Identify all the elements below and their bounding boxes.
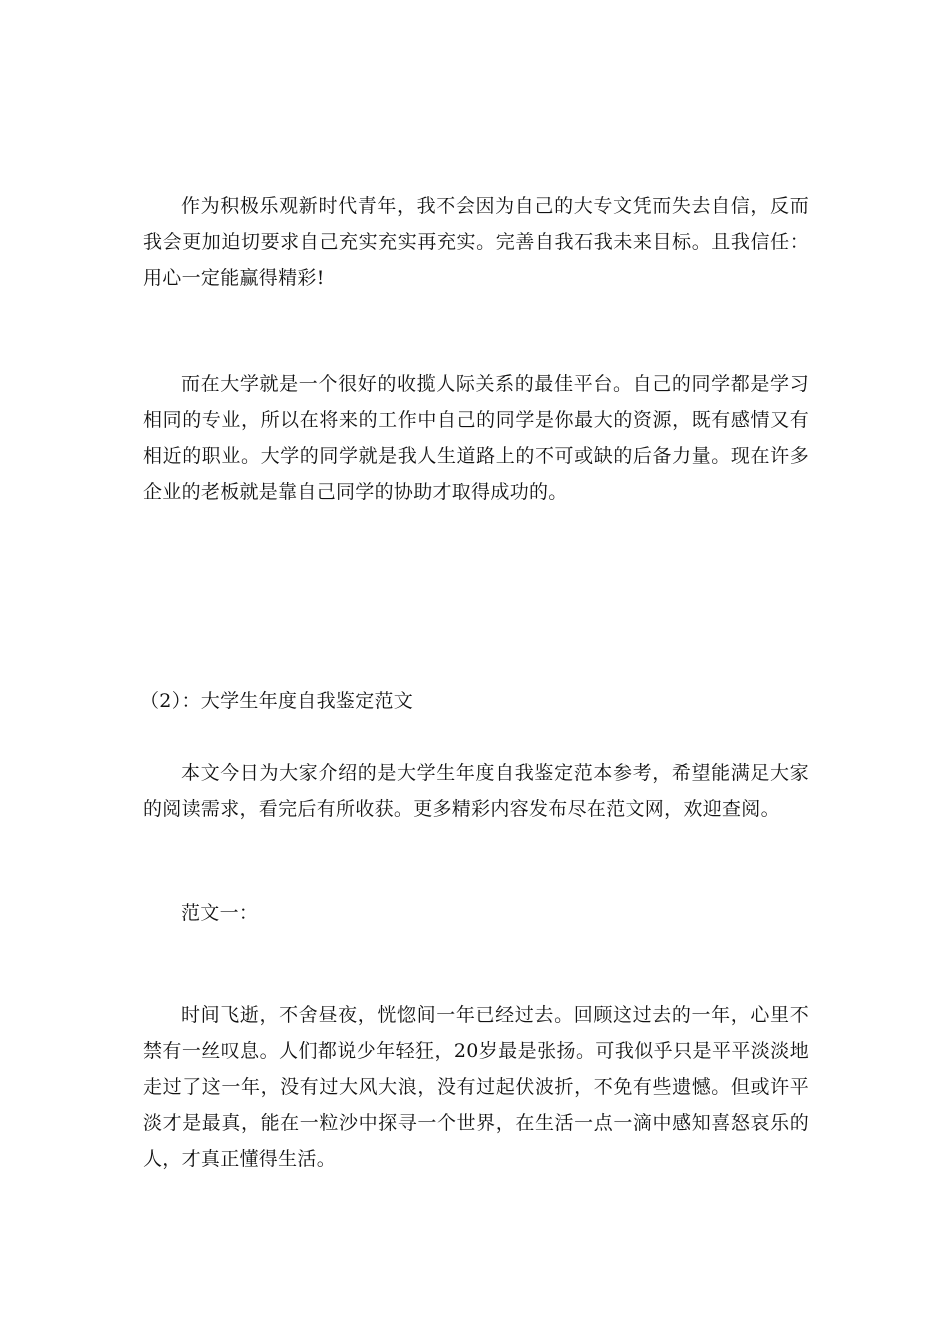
sample-label: 范文一： bbox=[181, 902, 259, 924]
paragraph-classmates: 而在大学就是一个很好的收揽人际关系的最佳平台。自己的同学都是学习相同的专业，所以在将来的工作中自己的同学是你最大的资源，既有感情又有相近的职业。大学的同学就是我人生道路上的不可或缺的后备力量。现在许多企业的老板就是靠自己同学的协助才取得成功的。 bbox=[143, 373, 809, 503]
paragraph-sample-body: 时间飞逝，不舍昼夜，恍惚间一年已经过去。回顾这过去的一年，心里不禁有一丝叹息。人们都说少年轻狂，20岁最是张扬。可我似乎只是平平淡淡地走过了这一年，没有过大风大浪，没有过起伏波折，不免有些遗憾。但或许平淡才是最真，能在一粒沙中探寻一个世界，在生活一点一滴中感知喜怒哀乐的人，才真正懂得生活。 bbox=[143, 1004, 809, 1170]
paragraph-confidence: 作为积极乐观新时代青年，我不会因为自己的大专文凭而失去自信，反而我会更加迫切要求自己充实充实再充实。完善自我石我未来目标。且我信任：用心一定能赢得精彩! bbox=[143, 195, 809, 289]
section-heading: （2）：大学生年度自我鉴定范文 bbox=[140, 690, 414, 712]
paragraph-intro: 本文今日为大家介绍的是大学生年度自我鉴定范本参考，希望能满足大家的阅读需求，看完后有所收获。更多精彩内容发布尽在范文网，欢迎查阅。 bbox=[143, 762, 809, 820]
